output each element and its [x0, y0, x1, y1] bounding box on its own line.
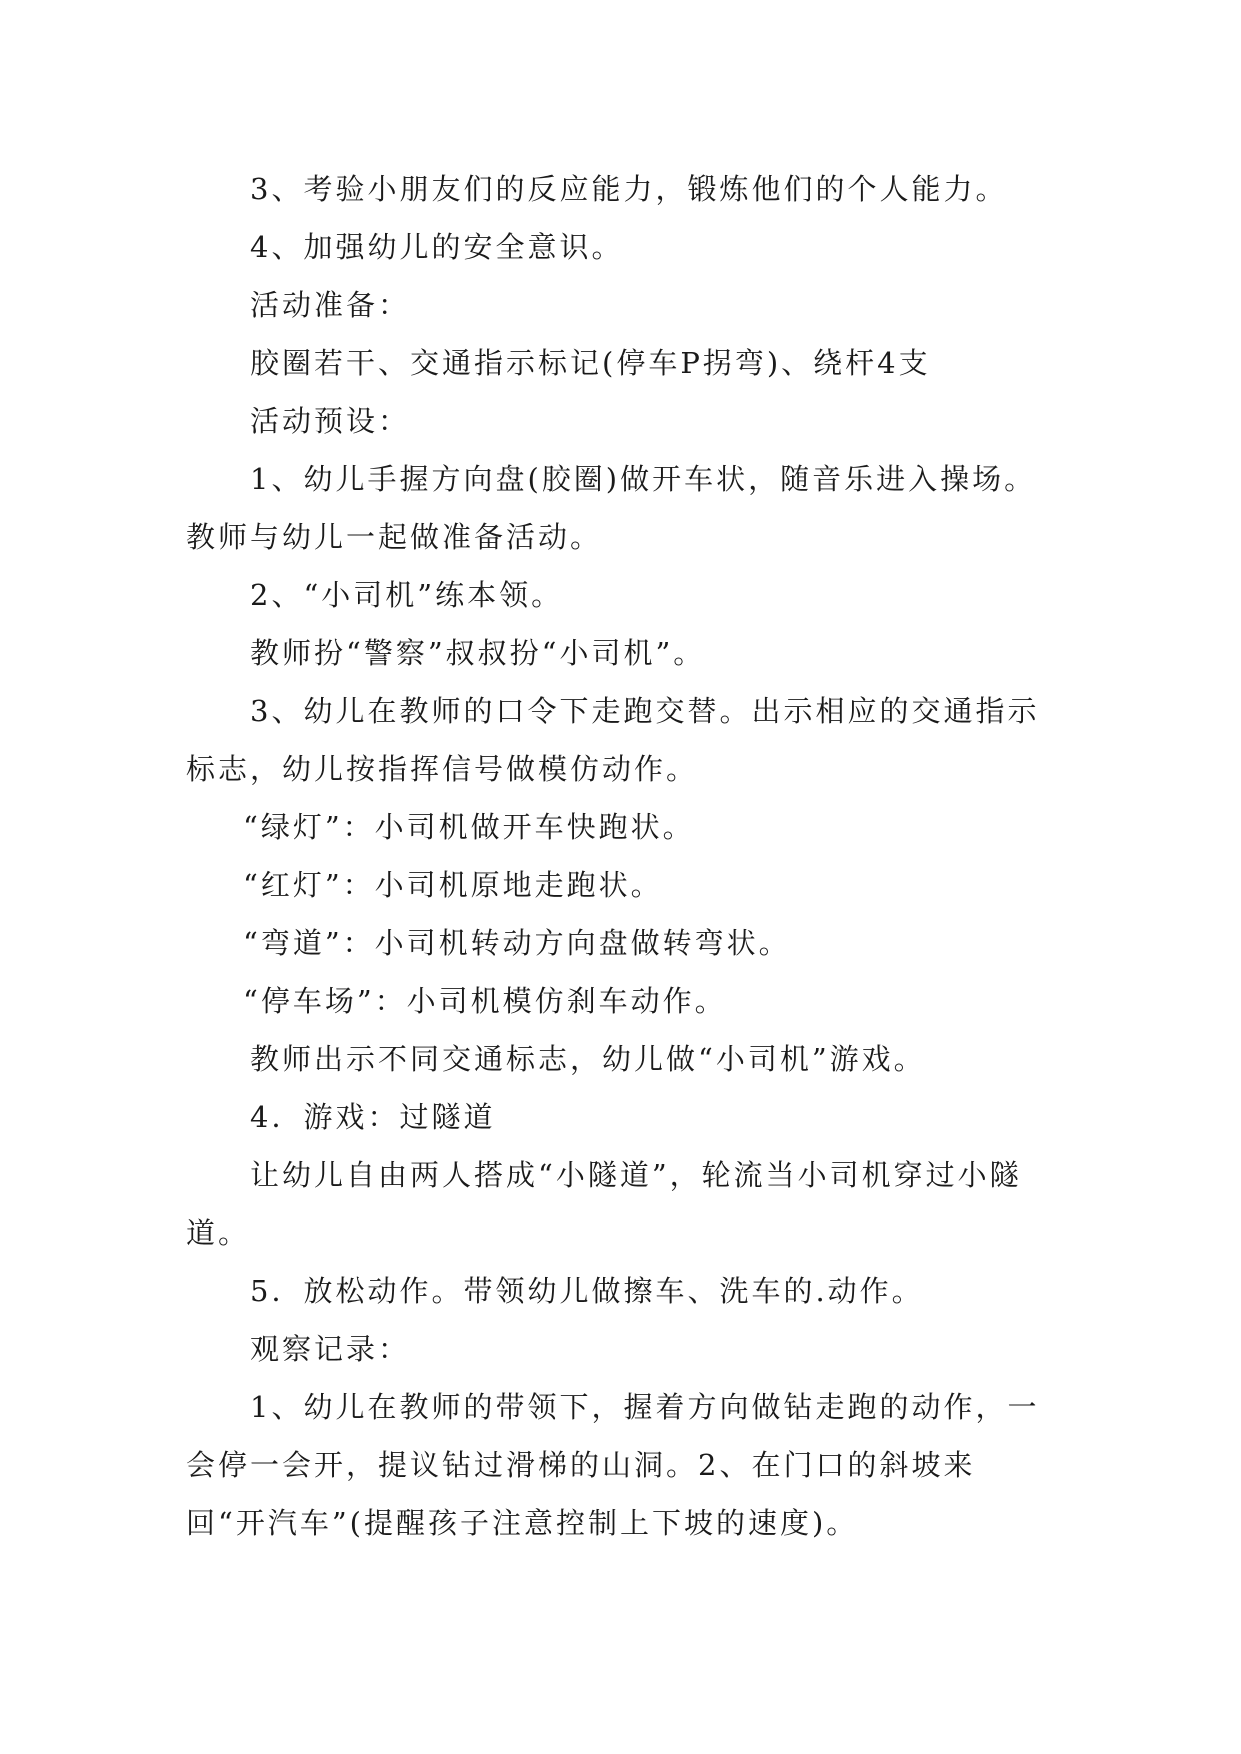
paragraph-step-2: 2、“小司机”练本领。 — [250, 578, 564, 612]
paragraph-step-3: 3、幼儿在教师的口令下走跑交替。出示相应的交通指示标志，幼儿按指挥信号做模仿动作。 — [186, 694, 1040, 786]
paragraph-goal-4: 4、加强幼儿的安全意识。 — [250, 230, 624, 264]
paragraph-roles: 教师扮“警察”叔叔扮“小司机”。 — [250, 636, 706, 670]
heading-preparation: 活动准备： — [250, 288, 411, 322]
paragraph-green-light: “绿灯”：小司机做开车快跑状。 — [243, 810, 695, 844]
paragraph-goal-3: 3、考验小朋友们的反应能力，锻炼他们的个人能力。 — [250, 172, 1008, 206]
paragraph-tunnel-desc: 让幼儿自由两人搭成“小隧道”，轮流当小司机穿过小隧道。 — [186, 1158, 1022, 1250]
heading-observation: 观察记录： — [250, 1332, 411, 1366]
paragraph-step-1: 1、幼儿手握方向盘(胶圈)做开车状，随音乐进入操场。教师与幼儿一起做准备活动。 — [186, 462, 1037, 554]
paragraph-observation: 1、幼儿在教师的带领下，握着方向做钻走跑的动作，一会停一会开，提议钻过滑梯的山洞。2、在门口的斜坡来回“开汽车”(提醒孩子注意控制上下坡的速度)。 — [186, 1390, 1040, 1540]
document-body — [186, 160, 1056, 1552]
paragraph-red-light: “红灯”：小司机原地走跑状。 — [243, 868, 663, 902]
paragraph-materials: 胶圈若干、交通指示标记(停车P拐弯)、绕杆4支 — [250, 346, 931, 380]
paragraph-tunnel-game: 4．游戏：过隧道 — [250, 1100, 496, 1134]
paragraph-parking: “停车场”：小司机模仿刹车动作。 — [243, 984, 727, 1018]
heading-plan: 活动预设： — [250, 404, 411, 438]
paragraph-curve: “弯道”：小司机转动方向盘做转弯状。 — [243, 926, 791, 960]
paragraph-signs-game: 教师出示不同交通标志，幼儿做“小司机”游戏。 — [250, 1042, 926, 1076]
paragraph-relax: 5．放松动作。带领幼儿做擦车、洗车的.动作。 — [250, 1274, 924, 1308]
